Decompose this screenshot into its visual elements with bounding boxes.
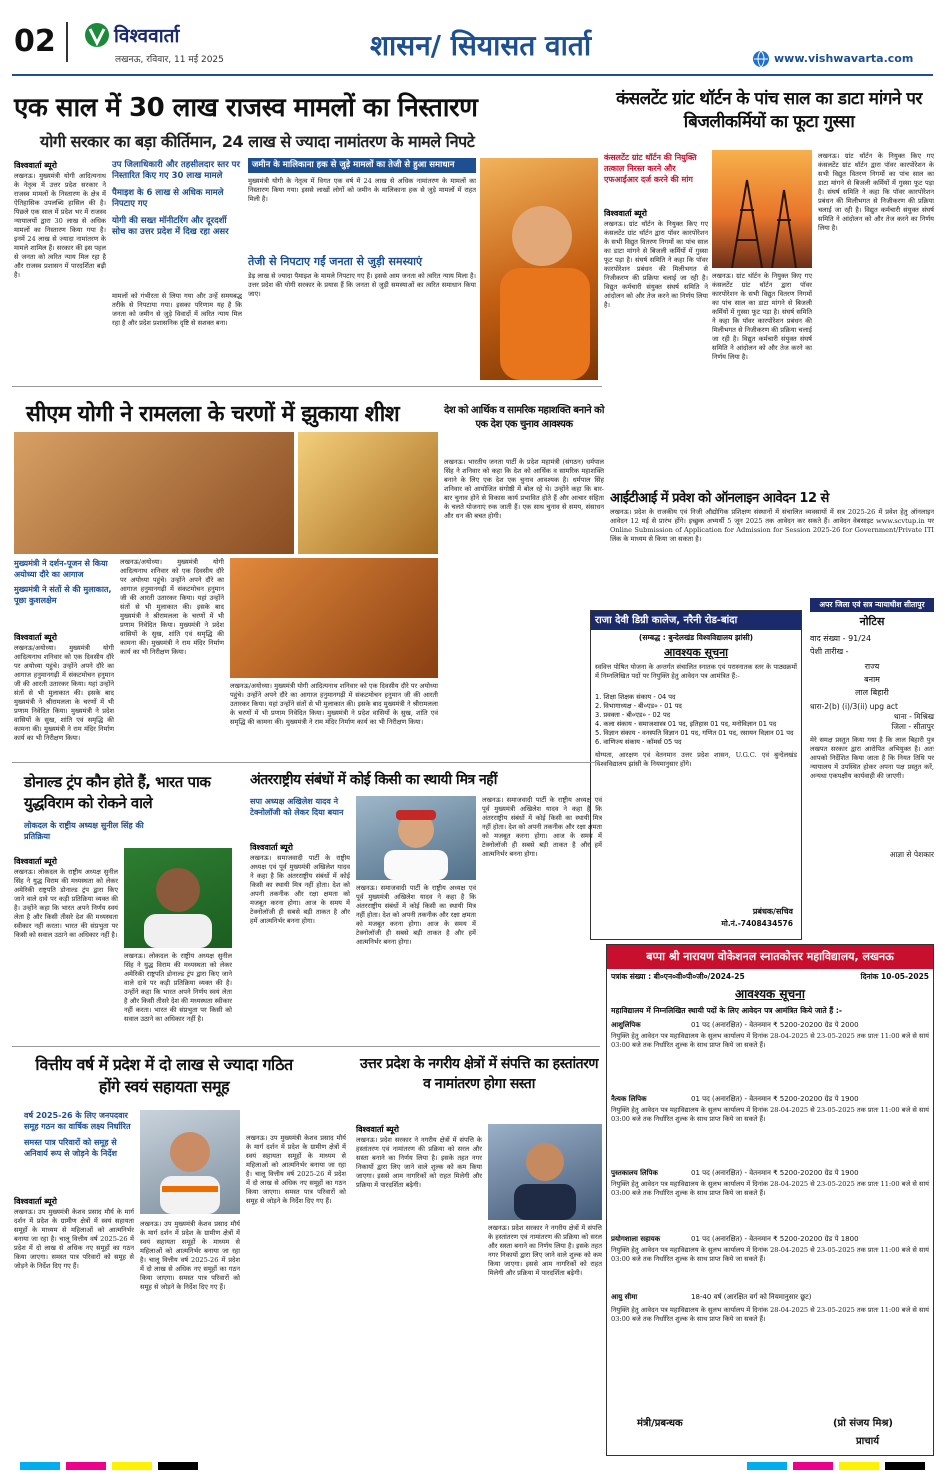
ad1-post: 5. विज्ञान संकाय - वनस्पति विज्ञान 01 पद, गणित 01 पद, रसायन विज्ञान 01 पद (595, 729, 794, 737)
notice-district: जिला - सीतापुर (891, 722, 934, 731)
sunil-singh-photo (124, 848, 232, 948)
story1-headline: एक साल में 30 लाख राजस्व मामलों का निस्तारण (14, 93, 478, 123)
masthead (0, 0, 945, 78)
ad2-row (611, 1094, 929, 1104)
ram-idol-photo (298, 432, 438, 554)
saints-photo (230, 558, 438, 678)
ad2-row-detail: 18-40 वर्ष (आरक्षित वर्ग को नियमानुसार छूट) (691, 1293, 812, 1301)
story5-text: लखनऊ। प्रदेश के राजकीय एवं निजी औद्योगिक प्रशिक्षण संस्थानों में संचालित व्यवसायों में सत्र 2025-26 में प्रवेश हेतु ऑनलाइन आवेदन 12 मई से प्रारंभ होंगे। इच्छुक अभ्यर्थी 5 जून 2025 तक आवेदन कर सकते हैं। आवेदन वेबसाइट www.scvtup.in पर Online Submission of Application for Admission for Session 2025-26 for Government/Private ITI लिंक के माध्यम से किया जा सकता है। (610, 508, 934, 543)
ad1-sign: प्रबंधक/सचिव (752, 907, 793, 916)
ad2-row-post: पुस्तकालय लिपिक (611, 1169, 658, 1177)
story2-headline: कंसलटेंट ग्रांट थॉर्टन के पांच साल का डाटा मांगने पर बिजलीकर्मियों का फूटा गुस्सा (616, 89, 922, 132)
ad2-row-text: नियुक्ति हेतु आवेदन पत्र महाविद्यालय के सुलभ कार्यालय में दिनांक 28-04-2025 से 23-05-2025 तक प्रातः 11:00 बजे से सायं 03:00 बजे तक निर्धारित शुल्क के साथ प्राप्त किये जा सकते हैं। (611, 1180, 929, 1197)
story2-byline: विश्ववार्ता ब्यूरो (604, 209, 647, 218)
temple-photo (14, 432, 294, 554)
maurya-photo (140, 1110, 240, 1214)
story3-bullet: मुख्यमंत्री ने संतों से की मुलाकात, पूछा कुशलक्षेम (14, 585, 112, 605)
story2-text-col2: लखनऊ। ग्रांट थॉर्टन के नियुक्त किए गए कंसलटेंट ग्रांट थॉर्टन द्वारा पॉवर कारपोरेशन के सभी विद्युत वितरण निगमों का पांच साल का डाटा मांगने से बिजली कर्मियों में गुस्सा फूट पड़ा है। संघर्ष समिति ने कहा कि पॉवर कारपोरेशन प्रबंधन की मिलीभगत से निजीकरण की प्रक्रिया चलाई जा रही है। विद्युत कर्मचारी संयुक्त संघर्ष समिति ने आंदोलन को और तेज करने का निर्णय लिया है। (712, 272, 812, 361)
dateline: लखनऊ, रविवार, 11 मई 2025 (115, 55, 224, 65)
ad2-date: दिनांक 10-05-2025 (860, 972, 929, 981)
story6-byline: विश्ववार्ता ब्यूरो (14, 857, 57, 866)
story6-text: लखनऊ। लोकदल के राष्ट्रीय अध्यक्ष सुनील सिंह ने युद्ध विराम की मध्यस्थता को लेकर अमेरिकी राष्ट्रपति डोनाल्ड ट्रंप द्वारा किए जाने वाले दावे पर कड़ी प्रतिक्रिया व्यक्त की है। उन्होंने कहा कि भारत अपने निर्णय स्वयं लेता है और किसी तीसरे देश की मध्यस्थता स्वीकार नहीं करता। भारत की संप्रभुता पर किसी को सवाल उठाने का अधिकार नहीं है। (14, 868, 118, 939)
ad1-title: आवश्यक सूचना (663, 646, 729, 659)
notice-police: थाना - मिश्रिख (893, 712, 934, 721)
story5-headline: आईटीआई में प्रवेश को ऑनलाइन आवेदन 12 से (610, 491, 829, 506)
story4-headline: देश को आर्थिक व सामरिक महाशक्ति बनाने को एक देश एक चुनाव आवश्यक (444, 405, 604, 430)
ad2-row-detail: 01 पद (अनारक्षित) - वेतनमान ₹ 5200-20200 ग्रेड पे 1900 (691, 1095, 859, 1103)
notice-party2: लाल बिहारी (855, 688, 889, 697)
yogi-photo (480, 158, 598, 380)
story7-headline: अंतरराष्ट्रीय संबंधों में कोई किसी का स्थायी मित्र नहीं (250, 772, 497, 788)
story8-bullet: समस्त पात्र परिवारों को समूह से अनिवार्य रूप से जोड़ने के निर्देश (24, 1138, 117, 1158)
akhilesh-photo (356, 796, 476, 880)
ad1-post: 4. कला संकाय - समाजशास्त्र 01 पद, इतिहास 01 पद, मनोविज्ञान 01 पद (595, 720, 777, 728)
story8-text: लखनऊ। उप मुख्यमंत्री केशव प्रसाद मौर्य के मार्ग दर्शन में प्रदेश के ग्रामीण क्षेत्रों में स्वयं सहायता समूहों के माध्यम से महिलाओं को आत्मनिर्भर बनाया जा रहा है। चालू वित्तीय वर्ष 2025-26 में प्रदेश में दो लाख से अधिक नए समूहों का गठन किया जाएगा। समस्त पात्र परिवारों को समूह से जोड़ने के निर्देश दिए गए हैं। (14, 1208, 134, 1270)
ad1-mobile: मो.नं.-7408434576 (721, 919, 793, 928)
story1-byline: विश्ववार्ता ब्यूरो (14, 161, 57, 170)
story6-text-col2: लखनऊ। लोकदल के राष्ट्रीय अध्यक्ष सुनील सिंह ने युद्ध विराम की मध्यस्थता को लेकर अमेरिकी राष्ट्रपति डोनाल्ड ट्रंप द्वारा किए जाने वाले दावे पर कड़ी प्रतिक्रिया व्यक्त की है। उन्होंने कहा कि भारत अपने निर्णय स्वयं लेता है और किसी तीसरे देश की मध्यस्थता स्वीकार नहीं करता। भारत की संप्रभुता पर किसी को सवाल उठाने का अधिकार नहीं है। (124, 952, 232, 1023)
ad2-sign1: मंत्री/प्रबन्धक (637, 1418, 683, 1429)
story8-bullets (24, 1110, 134, 1159)
story8-text-col3: लखनऊ। उप मुख्यमंत्री केशव प्रसाद मौर्य के मार्ग दर्शन में प्रदेश के ग्रामीण क्षेत्रों में स्वयं सहायता समूहों के माध्यम से महिलाओं को आत्मनिर्भर बनाया जा रहा है। चालू वित्तीय वर्ष 2025-26 में प्रदेश में दो लाख से अधिक नए समूहों का गठन किया जाएगा। समस्त पात्र परिवारों को समूह से जोड़ने के निर्देश दिए गए हैं। (246, 1134, 346, 1205)
ad2-sign3: प्राचार्य (855, 1436, 879, 1447)
story8-text-col2: लखनऊ। उप मुख्यमंत्री केशव प्रसाद मौर्य के मार्ग दर्शन में प्रदेश के ग्रामीण क्षेत्रों में स्वयं सहायता समूहों के माध्यम से महिलाओं को आत्मनिर्भर बनाया जा रहा है। चालू वित्तीय वर्ष 2025-26 में प्रदेश में दो लाख से अधिक नए समूहों का गठन किया जाएगा। समस्त पात्र परिवारों को समूह से जोड़ने के निर्देश दिए गए हैं। (140, 1220, 240, 1291)
story1-box-text: मुख्यमंत्री योगी के नेतृत्व में विगत एक वर्ष में 24 लाख से अधिक नामांतरण के मामलों का निस्तारण किया गया। इससे लाखों लोगों को जमीन के मालिकाना हक से जुड़े मामलों में राहत मिली है। (248, 177, 476, 203)
ad1-affiliation: (सम्बद्ध : बुन्देलखंड विश्वविद्यालय झांसी) (638, 633, 754, 642)
story7-text: लखनऊ। समाजवादी पार्टी के राष्ट्रीय अध्यक्ष एवं पूर्व मुख्यमंत्री अखिलेश यादव ने कहा है कि अंतरराष्ट्रीय संबंधों में कोई किसी का स्थायी मित्र नहीं होता। देश को अपनी तकनीक और रक्षा क्षमता को मजबूत करना होगा। आज के समय में टेक्नोलॉजी ही सबसे बड़ी ताकत है और हमें आत्मनिर्भर बनना होगा। (250, 854, 350, 925)
brand-name: विश्ववार्ता (114, 25, 180, 47)
ad2-row-detail: 01 पद (अनारक्षित) - वेतनमान ₹ 5200-20200 ग्रेड पे 1800 (691, 1235, 859, 1243)
story3-text-col3: लखनऊ/अयोध्या। मुख्यमंत्री योगी आदित्यनाथ शनिवार को एक दिवसीय दौरे पर अयोध्या पहुंचे। उन्होंने अपने दौरे का आगाज हनुमानगढ़ी में संकटमोचन हनुमान जी की आरती उतारकर किया। यहां उन्होंने संतों से भी मुलाकात की। इसके बाद मुख्यमंत्री ने श्रीरामलला के चरणों में भी प्रणाम निवेदित किया। मुख्यमंत्री ने प्रदेश वासियों के सुख, शांति एवं समृद्धि की कामना की। मुख्यमंत्री ने राम मंदिर निर्माण कार्य का भी निरीक्षण किया। (230, 682, 438, 726)
story1-quote-text: डेढ़ लाख से ज्यादा पैमाइश के मामले निपटाए गए हैं। इससे आम जनता को त्वरित न्याय मिला है। उत्तर प्रदेश की योगी सरकार के प्रयास हैं कि जनता से जुड़ी समस्याओं का त्वरित समाधान किया जाए। (248, 272, 476, 298)
globe-icon (752, 50, 770, 72)
story9-text: लखनऊ। प्रदेश सरकार ने नगरीय क्षेत्रों में संपत्ति के हस्तांतरण एवं नामांतरण की प्रक्रिया को सरल और सस्ता बनाने का निर्णय लिया है। इसके तहत नगर निकायों द्वारा लिए जाने वाले शुल्क को कम किया जाएगा। इससे आम नागरिकों को राहत मिलेगी और प्रक्रिया में पारदर्शिता बढ़ेगी। (356, 1136, 482, 1189)
story8-bullet: वर्ष 2025-26 के लिए जनपदवार समूह गठन का वार्षिक लक्ष्य निर्धारित (24, 1111, 131, 1131)
section-title: शासन/ सियासत वार्ता (370, 29, 592, 62)
ad1-note: योग्यता, आरक्षण एवं वेतनमान उत्तर प्रदेश शासन, U.G.C. एवं बुन्देलखंड विश्वविद्यालय झांसी के नियमानुसार होंगे। (595, 751, 797, 768)
story1-subhead: योगी सरकार का बड़ा कीर्तिमान, 24 लाख से ज्यादा नामांतरण के मामले निपटे (40, 132, 475, 151)
website-link[interactable]: www.vishwavarta.com (774, 52, 914, 65)
story1-bullet: योगी की सख्त मॉनीटरिंग और दूरदर्शी सोच का उत्तर प्रदेश में दिख रहा असर (112, 216, 229, 237)
registration-bar (20, 1462, 925, 1470)
ad2-row-text: नियुक्ति हेतु आवेदन पत्र महाविद्यालय के सुलभ कार्यालय में दिनांक 28-04-2025 से 23-05-2025 तक प्रातः 11:00 बजे से सायं 03:00 बजे तक निर्धारित शुल्क के साथ प्राप्त किये जा सकते हैं। (611, 1106, 929, 1123)
ad2-row (611, 1168, 929, 1178)
story7-text-col2: लखनऊ। समाजवादी पार्टी के राष्ट्रीय अध्यक्ष एवं पूर्व मुख्यमंत्री अखिलेश यादव ने कहा है कि अंतरराष्ट्रीय संबंधों में कोई किसी का स्थायी मित्र नहीं होता। देश को अपनी तकनीक और रक्षा क्षमता को मजबूत करना होगा। आज के समय में टेक्नोलॉजी ही सबसे बड़ी ताकत है और हमें आत्मनिर्भर बनना होगा। (356, 884, 476, 946)
ad2-rows (611, 1020, 929, 1302)
ad2-row (611, 1020, 929, 1030)
notice-case: वाद संख्या - 91/24 (810, 634, 872, 643)
story7-bullet: सपा अध्यक्ष अखिलेश यादव ने टेक्नोलॉजी को लेकर दिया बयान (250, 797, 344, 817)
story9-byline: विश्ववार्ता ब्यूरो (356, 1125, 399, 1134)
ad1-post: 6. वाणिज्य संकाय - कॉमर्स 05 पद (595, 738, 682, 746)
college-ad-2 (606, 944, 934, 1456)
story3-text: लखनऊ/अयोध्या। मुख्यमंत्री योगी आदित्यनाथ शनिवार को एक दिवसीय दौरे पर अयोध्या पहुंचे। उन्होंने अपने दौरे का आगाज हनुमानगढ़ी में संकटमोचन हनुमान जी की आरती उतारकर किया। यहां उन्होंने संतों से भी मुलाकात की। इसके बाद मुख्यमंत्री ने श्रीरामलला के चरणों में भी प्रणाम निवेदित किया। मुख्यमंत्री ने प्रदेश वासियों के सुख, शांति एवं समृद्धि की कामना की। मुख्यमंत्री ने राम मंदिर निर्माण कार्य का भी निरीक्षण किया। (14, 644, 114, 742)
ad1-post: 2. विभागाध्यक्ष - बी०एड० - 01 पद (595, 702, 682, 710)
ad2-row-post: प्रयोगशाला सहायक (611, 1235, 661, 1243)
ad2-row (611, 1292, 929, 1302)
story1-text-col2: मामलों को गंभीरता से लिया गया और उन्हें समयबद्ध तरीके से निपटाया गया। इसका परिणाम यह है कि जनता को जमीन से जुड़े विवादों में त्वरित न्याय मिल रहा है और प्रदेश प्रशासनिक दृष्टि से सशक्त बना। (112, 292, 242, 327)
story3-byline: विश्ववार्ता ब्यूरो (14, 633, 57, 642)
notice-date: पेशी तारीख - (810, 647, 849, 656)
story3-bullets (14, 558, 114, 606)
story4-text: लखनऊ। भारतीय जनता पार्टी के प्रदेश महामंत्री (संगठन) धर्मपाल सिंह ने शनिवार को कहा कि देश को आर्थिक व सामरिक महाशक्ति बनाने के लिए एक देश एक चुनाव आवश्यक है। धर्मपाल सिंह शनिवार को आयोजित संगोष्ठी में बोल रहे थे। उन्होंने कहा कि बार-बार चुनाव होने से विकास कार्य प्रभावित होते हैं और आचार संहिता के चलते योजनाएं रुक जाती हैं। एक साथ चुनाव से समय, संसाधन और धन की बचत होगी। (444, 458, 604, 520)
story1-bullets (112, 160, 242, 238)
story2-callout: कंसलटेंट ग्रांट थॉर्टन की नियुक्ति तत्काल निरस्त करने और एफआईआर दर्ज करने की मांग (604, 153, 697, 184)
story1-bullet: पैमाइश के 6 लाख से अधिक मामले निपटाए गए (112, 188, 224, 209)
college-ad-1 (590, 610, 802, 940)
ad1-intro: स्ववित्त पोषित योजना के अन्तर्गत संचालित स्नातक एवं परास्नातक स्तर के पाठ्यक्रमों में निम्नलिखित पदों पर नियुक्ति हेतु आवेदन पत्र आमंत्रित हैं:- (595, 663, 797, 680)
notice-versus: बनाम (864, 675, 880, 684)
story2-text-col3: लखनऊ। ग्रांट थॉर्टन के नियुक्त किए गए कंसलटेंट ग्रांट थॉर्टन द्वारा पॉवर कारपोरेशन के सभी विद्युत वितरण निगमों का पांच साल का डाटा मांगने से बिजली कर्मियों में गुस्सा फूट पड़ा है। संघर्ष समिति ने कहा कि पॉवर कारपोरेशन प्रबंधन की मिलीभगत से निजीकरण की प्रक्रिया चलाई जा रही है। विद्युत कर्मचारी संयुक्त संघर्ष समिति ने आंदोलन को और तेज करने का निर्णय लिया है। (818, 152, 934, 232)
story6-bullet: लोकदल के राष्ट्रीय अध्यक्ष सुनील सिंह की प्रतिक्रिया (24, 821, 144, 841)
ad2-college: बप्पा श्री नारायण वोकेशनल स्नातकोत्तर महाविद्यालय, लखनऊ (607, 945, 933, 969)
notice-sign: आज्ञा से पेशकार (889, 850, 934, 859)
story9-text-col2: लखनऊ। प्रदेश सरकार ने नगरीय क्षेत्रों में संपत्ति के हस्तांतरण एवं नामांतरण की प्रक्रिया को सरल और सस्ता बनाने का निर्णय लिया है। इसके तहत नगर निकायों द्वारा लिए जाने वाले शुल्क को कम किया जाएगा। इससे आम नागरिकों को राहत मिलेगी और प्रक्रिया में पारदर्शिता बढ़ेगी। (488, 1224, 602, 1277)
ad2-sign2: (प्रो संजय मिश्र) (832, 1418, 893, 1429)
story7-text-col3: लखनऊ। समाजवादी पार्टी के राष्ट्रीय अध्यक्ष एवं पूर्व मुख्यमंत्री अखिलेश यादव ने कहा है कि अंतरराष्ट्रीय संबंधों में कोई किसी का स्थायी मित्र नहीं होता। देश को अपनी तकनीक और रक्षा क्षमता को मजबूत करना होगा। आज के समय में टेक्नोलॉजी ही सबसे बड़ी ताकत है और हमें आत्मनिर्भर बनना होगा। (482, 796, 602, 858)
story8-byline: विश्ववार्ता ब्यूरो (14, 1197, 57, 1206)
ad2-row-text: नियुक्ति हेतु आवेदन पत्र महाविद्यालय के सुलभ कार्यालय में दिनांक 28-04-2025 से 23-05-2025 तक प्रातः 11:00 बजे से सायं 03:00 बजे तक निर्धारित शुल्क के साथ प्राप्त किये जा सकते हैं। (611, 1246, 929, 1263)
notice-party1: राज्य (864, 662, 880, 671)
pylon-photo (712, 150, 812, 268)
page-number: 02 (14, 24, 56, 59)
story1-quote-title: तेजी से निपटाए गईं जनता से जुड़ी समस्याएं (248, 255, 423, 268)
ad2-row-detail: 01 पद (अनारक्षित) - वेतनमान ₹ 5200-20200 ग्रेड पे 1900 (691, 1169, 859, 1177)
ad1-post: 1. शिक्षा शिक्षक संकाय - 04 पद (595, 693, 676, 701)
notice-title: नोटिस (859, 615, 885, 628)
ad2-intro: महाविद्यालय में निम्नलिखित स्थायी पदों के लिए आवेदन पत्र आमंत्रित किये जाते हैं :- (611, 1006, 842, 1015)
ad2-row-post: आशुलिपिक (611, 1021, 641, 1029)
story8-headline: वित्तीय वर्ष में प्रदेश में दो लाख से ज्यादा गठित होंगे स्वयं सहायता समूह (35, 1055, 293, 1096)
story3-text-col2: लखनऊ/अयोध्या। मुख्यमंत्री योगी आदित्यनाथ शनिवार को एक दिवसीय दौरे पर अयोध्या पहुंचे। उन्होंने अपने दौरे का आगाज हनुमानगढ़ी में संकटमोचन हनुमान जी की आरती उतारकर किया। यहां उन्होंने संतों से भी मुलाकात की। इसके बाद मुख्यमंत्री ने श्रीरामलला के चरणों में भी प्रणाम निवेदित किया। मुख्यमंत्री ने प्रदेश वासियों के सुख, शांति एवं समृद्धि की कामना की। मुख्यमंत्री ने राम मंदिर निर्माण कार्य का भी निरीक्षण किया। (120, 558, 224, 656)
story3-bullet: मुख्यमंत्री ने दर्शन-पूजन से किया अयोध्या दौरे का आगाज (14, 559, 108, 579)
ad2-row-detail: 01 पद (अनारक्षित) - वेतनमान ₹ 5200-20200 ग्रेड पे 2000 (691, 1021, 859, 1029)
ad2-row-text: नियुक्ति हेतु आवेदन पत्र महाविद्यालय के सुलभ कार्यालय में दिनांक 28-04-2025 से 23-05-2025 तक प्रातः 11:00 बजे से सायं 03:00 बजे तक निर्धारित शुल्क के साथ प्राप्त किये जा सकते हैं। (611, 1032, 929, 1049)
story1-text: लखनऊ। मुख्यमंत्री योगी आदित्यनाथ के नेतृत्व में उत्तर प्रदेश सरकार ने राजस्व मामलों के निस्तारण के क्षेत्र में ऐतिहासिक उपलब्धि हासिल की है। पिछले एक साल में प्रदेश भर में राजस्व न्यायालयों द्वारा 30 लाख से अधिक मामलों का निस्तारण किया गया है। इनमें 24 लाख से ज्यादा नामांतरण के मामले शामिल हैं। सरकार की इस पहल से जनता को त्वरित न्याय मिल रहा है और राजस्व प्रशासन में पारदर्शिता बढ़ी है। (14, 172, 106, 279)
story9-headline: उत्तर प्रदेश के नगरीय क्षेत्रों में संपत्ति का हस्तांतरण व नामांतरण होगा सस्ता (359, 1056, 599, 1092)
story6-headline: डोनाल्ड ट्रंप कौन होते हैं, भारत पाक युद्धविराम को रोकने वाले (24, 773, 211, 812)
ad1-post: 3. प्रवक्ता - बी०एड० - 02 पद (595, 711, 671, 719)
story1-bullet: उप जिलाधिकारी और तहसीलदार स्तर पर निस्तारित किए गए 30 लाख मामले (112, 160, 240, 181)
story7-byline: विश्ववार्ता ब्यूरो (250, 843, 293, 852)
brand-logo-icon (84, 22, 110, 48)
minister-photo (488, 1124, 602, 1220)
story2-text: लखनऊ। ग्रांट थॉर्टन के नियुक्त किए गए कंसलटेंट ग्रांट थॉर्टन द्वारा पॉवर कारपोरेशन के सभी विद्युत वितरण निगमों का पांच साल का डाटा मांगने से बिजली कर्मियों में गुस्सा फूट पड़ा है। संघर्ष समिति ने कहा कि पॉवर कारपोरेशन प्रबंधन की मिलीभगत से निजीकरण की प्रक्रिया चलाई जा रही है। विद्युत कर्मचारी संयुक्त संघर्ष समिति ने आंदोलन को और तेज करने का निर्णय लिया है। (604, 220, 708, 309)
ad1-college: राजा देवी डिग्री कालेज, नरैनी रोड-बांदा (591, 611, 801, 630)
ad2-row (611, 1234, 929, 1244)
ad2-closing: नियुक्ति हेतु आवेदन पत्र महाविद्यालय के सुलभ कार्यालय में दिनांक 28-04-2025 से 23-05-2025 तक प्रातः 11:00 बजे से सायं 03:00 बजे तक निर्धारित शुल्क के साथ प्राप्त किये जा सकते हैं। (611, 1306, 929, 1323)
ad2-row-post: नैत्यक लिपिक (611, 1095, 647, 1103)
notice-text: मेरे समक्ष प्रस्तुत किया गया है कि लाल बिहारी पुत्र लखपत सरकार द्वारा आरोपित अभियुक्त है। अतः आपको निर्देशित किया जाता है कि नियत तिथि पर न्यायालय में उपस्थित होकर अपना पक्ष प्रस्तुत करें, अन्यथा एकपक्षीय कार्यवाही की जाएगी। (810, 736, 934, 780)
story1-box-title: जमीन के मालिकाना हक से जुड़े मामलों का तेजी से हुआ समाधान (248, 158, 476, 173)
story3-headline: सीएम योगी ने रामलला के चरणों में झुकाया शीश (26, 402, 400, 427)
ad2-title: आवश्यक सूचना (735, 987, 805, 1001)
legal-notice (810, 598, 934, 938)
notice-section: धारा-2(b) (i)/3(ii) upg act (810, 702, 898, 711)
story1-box (248, 158, 476, 380)
ad2-ref: पत्रांक संख्या : बी०एन०वी०पी०जी०/2024-25 (611, 972, 745, 981)
notice-court: अपर जिला एवं सत्र न्यायाधीश सीतापुर (810, 598, 934, 612)
ad2-row-post: आयु सीमा (611, 1293, 638, 1301)
